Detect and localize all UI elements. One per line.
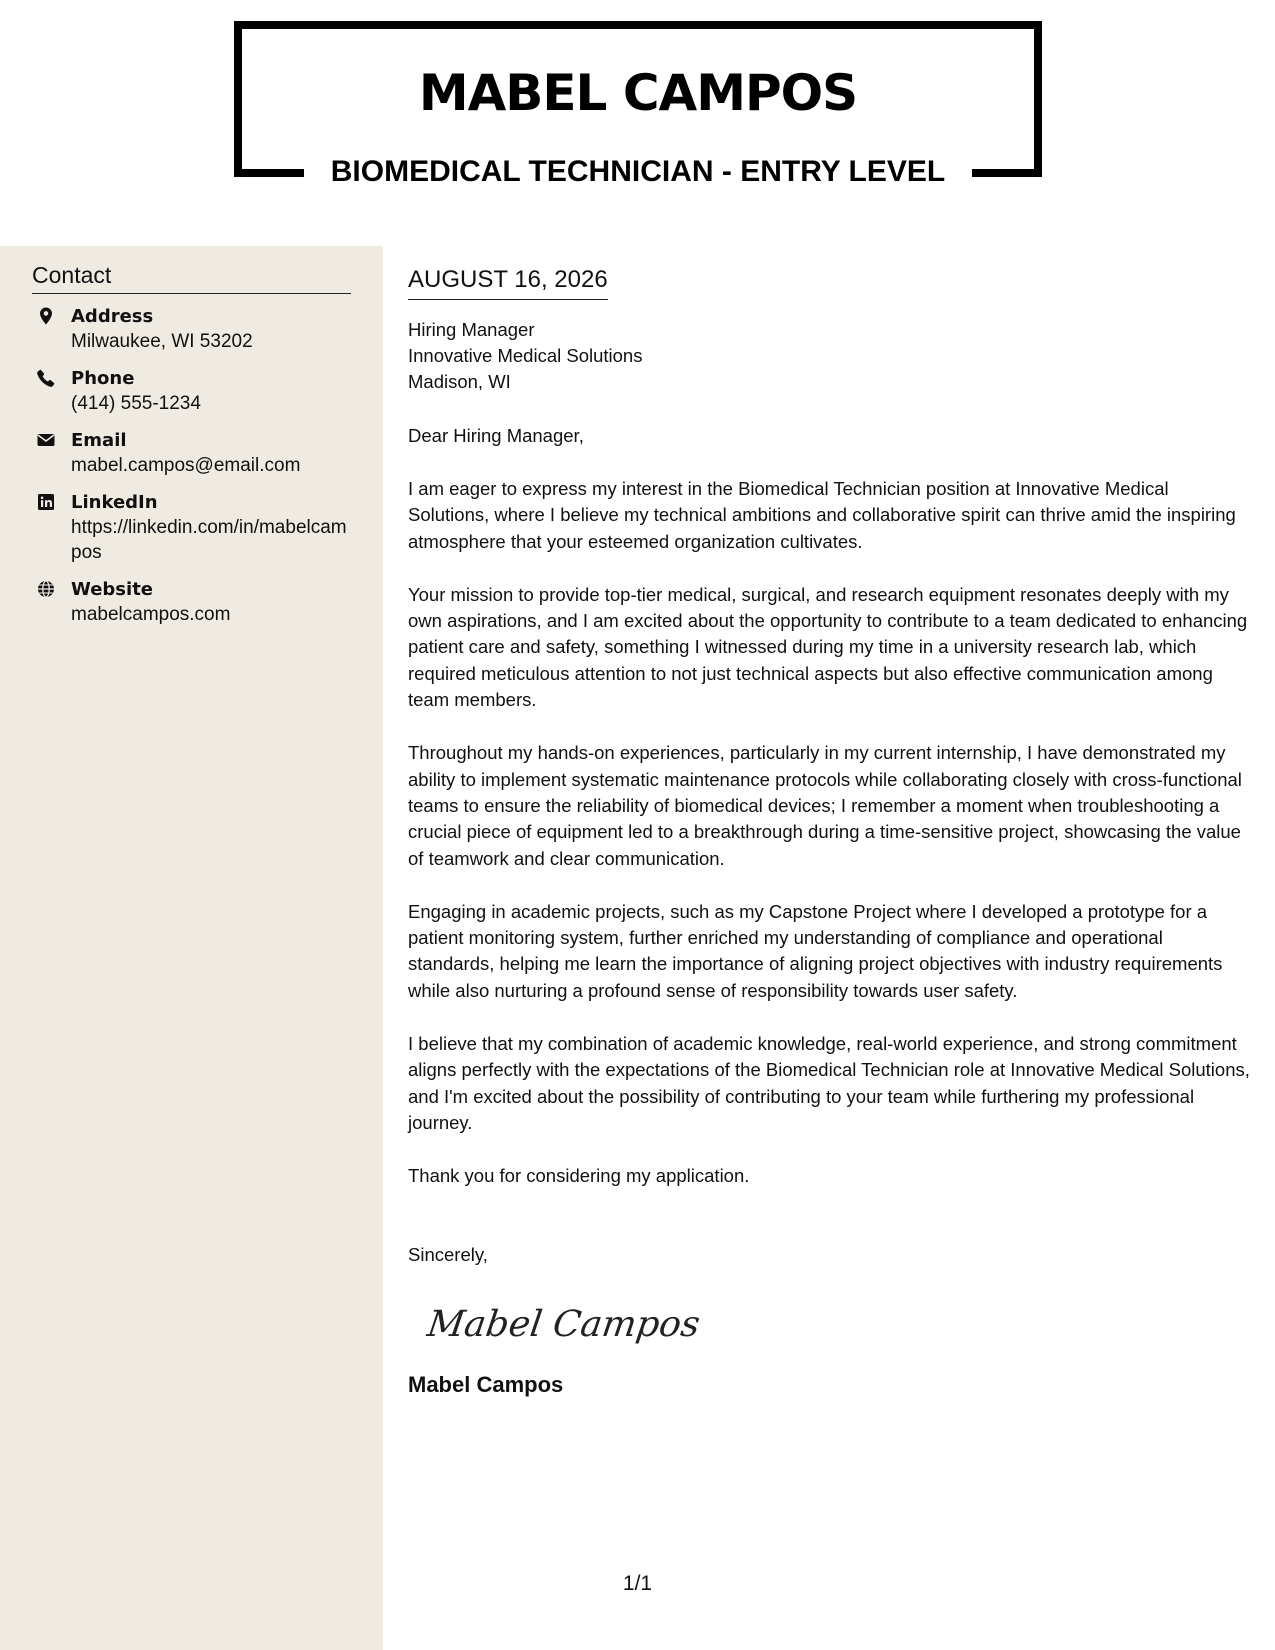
handwritten-signature bbox=[422, 1294, 1253, 1356]
contact-list bbox=[32, 304, 362, 639]
address-value: Milwaukee, WI 53202 bbox=[71, 331, 253, 352]
contact-item-website bbox=[32, 577, 362, 627]
contact-label: Email bbox=[71, 430, 127, 451]
contact-item-phone bbox=[32, 366, 362, 416]
contact-item-address bbox=[32, 304, 362, 354]
job-title: BIOMEDICAL TECHNICIAN - ENTRY LEVEL bbox=[330, 155, 946, 188]
phone-icon bbox=[36, 368, 56, 388]
frame-top-border bbox=[234, 21, 1042, 29]
body-paragraph: Your mission to provide top-tier medical, surgical, and research equipment resonates deeply with my own aspirations, and I am excited about the opportunity to contribute to a team dedicated to enhancing patient care and safety, something I witnessed during my time in a university research lab, which required meticulous attention to not just technical aspects but also effective communication among team members. bbox=[408, 583, 1248, 711]
body-paragraph: I believe that my combination of academic knowledge, real-world experience, and strong commitment aligns perfectly with the expectations of the Biomedical Technician role at Innovative Medical Solutions, and I'm excited about the possibility of contributing to your team while furthering my professional journey. bbox=[408, 1033, 1250, 1133]
contact-label: Website bbox=[71, 579, 154, 600]
body-paragraph: I am eager to express my interest in the Biomedical Technician position at Innovative Medical Solutions, where I believe my technical ambitions and collaborative spirit can thrive amid the inspiring atmosphere that your esteemed organization cultivates. bbox=[408, 478, 1236, 552]
contact-label: Address bbox=[71, 306, 154, 327]
contact-label: Phone bbox=[71, 368, 135, 389]
contact-sidebar bbox=[0, 246, 383, 1650]
salutation: Dear Hiring Manager, bbox=[408, 425, 584, 446]
body-paragraph: Engaging in academic projects, such as my Capstone Project where I developed a prototype for a patient monitoring system, further enriched my understanding of compliance and operational standards, helping me learn the importance of aligning project objectives with industry requirements while also nurturing a profound sense of responsibility towards user safety. bbox=[408, 900, 1223, 1001]
contact-item-email bbox=[32, 428, 362, 478]
envelope-icon bbox=[36, 430, 56, 450]
recipient-block bbox=[408, 317, 1253, 395]
candidate-name: MABEL CAMPOS bbox=[418, 64, 858, 122]
closing: Sincerely, bbox=[408, 1243, 488, 1265]
signature-script: Mabel Campos bbox=[424, 1301, 703, 1345]
page-number: 1/1 bbox=[622, 1572, 653, 1595]
letter-date: AUGUST 16, 2026 bbox=[408, 262, 608, 300]
globe-icon bbox=[36, 579, 56, 599]
signer-name: Mabel Campos bbox=[408, 1371, 564, 1397]
recipient-title: Hiring Manager bbox=[408, 319, 535, 340]
body-paragraph: Throughout my hands-on experiences, particularly in my current internship, I have demonstrated my ability to implement systematic maintenance protocols while collaborating closely with cross-functional teams to ensure the reliability of biomedical devices; I remember a moment when troubleshooting a crucial piece of equipment led to a breakthrough during a time-sensitive project, showcasing the value of teamwork and clear communication. bbox=[408, 742, 1242, 869]
contact-label: LinkedIn bbox=[71, 492, 158, 513]
linkedin-value: https://linkedin.com/in/mabelcampos bbox=[71, 517, 347, 563]
email-value: mabel.campos@email.com bbox=[71, 455, 301, 476]
linkedin-icon bbox=[36, 492, 56, 512]
phone-value: (414) 555-1234 bbox=[71, 393, 201, 414]
location-pin-icon bbox=[36, 306, 56, 326]
letter-body bbox=[408, 262, 1253, 1400]
contact-item-linkedin bbox=[32, 490, 362, 565]
website-value: mabelcampos.com bbox=[71, 604, 231, 625]
recipient-location: Madison, WI bbox=[408, 371, 511, 392]
body-paragraph: Thank you for considering my application. bbox=[408, 1165, 750, 1187]
contact-heading: Contact bbox=[32, 259, 351, 294]
recipient-company: Innovative Medical Solutions bbox=[408, 345, 643, 366]
